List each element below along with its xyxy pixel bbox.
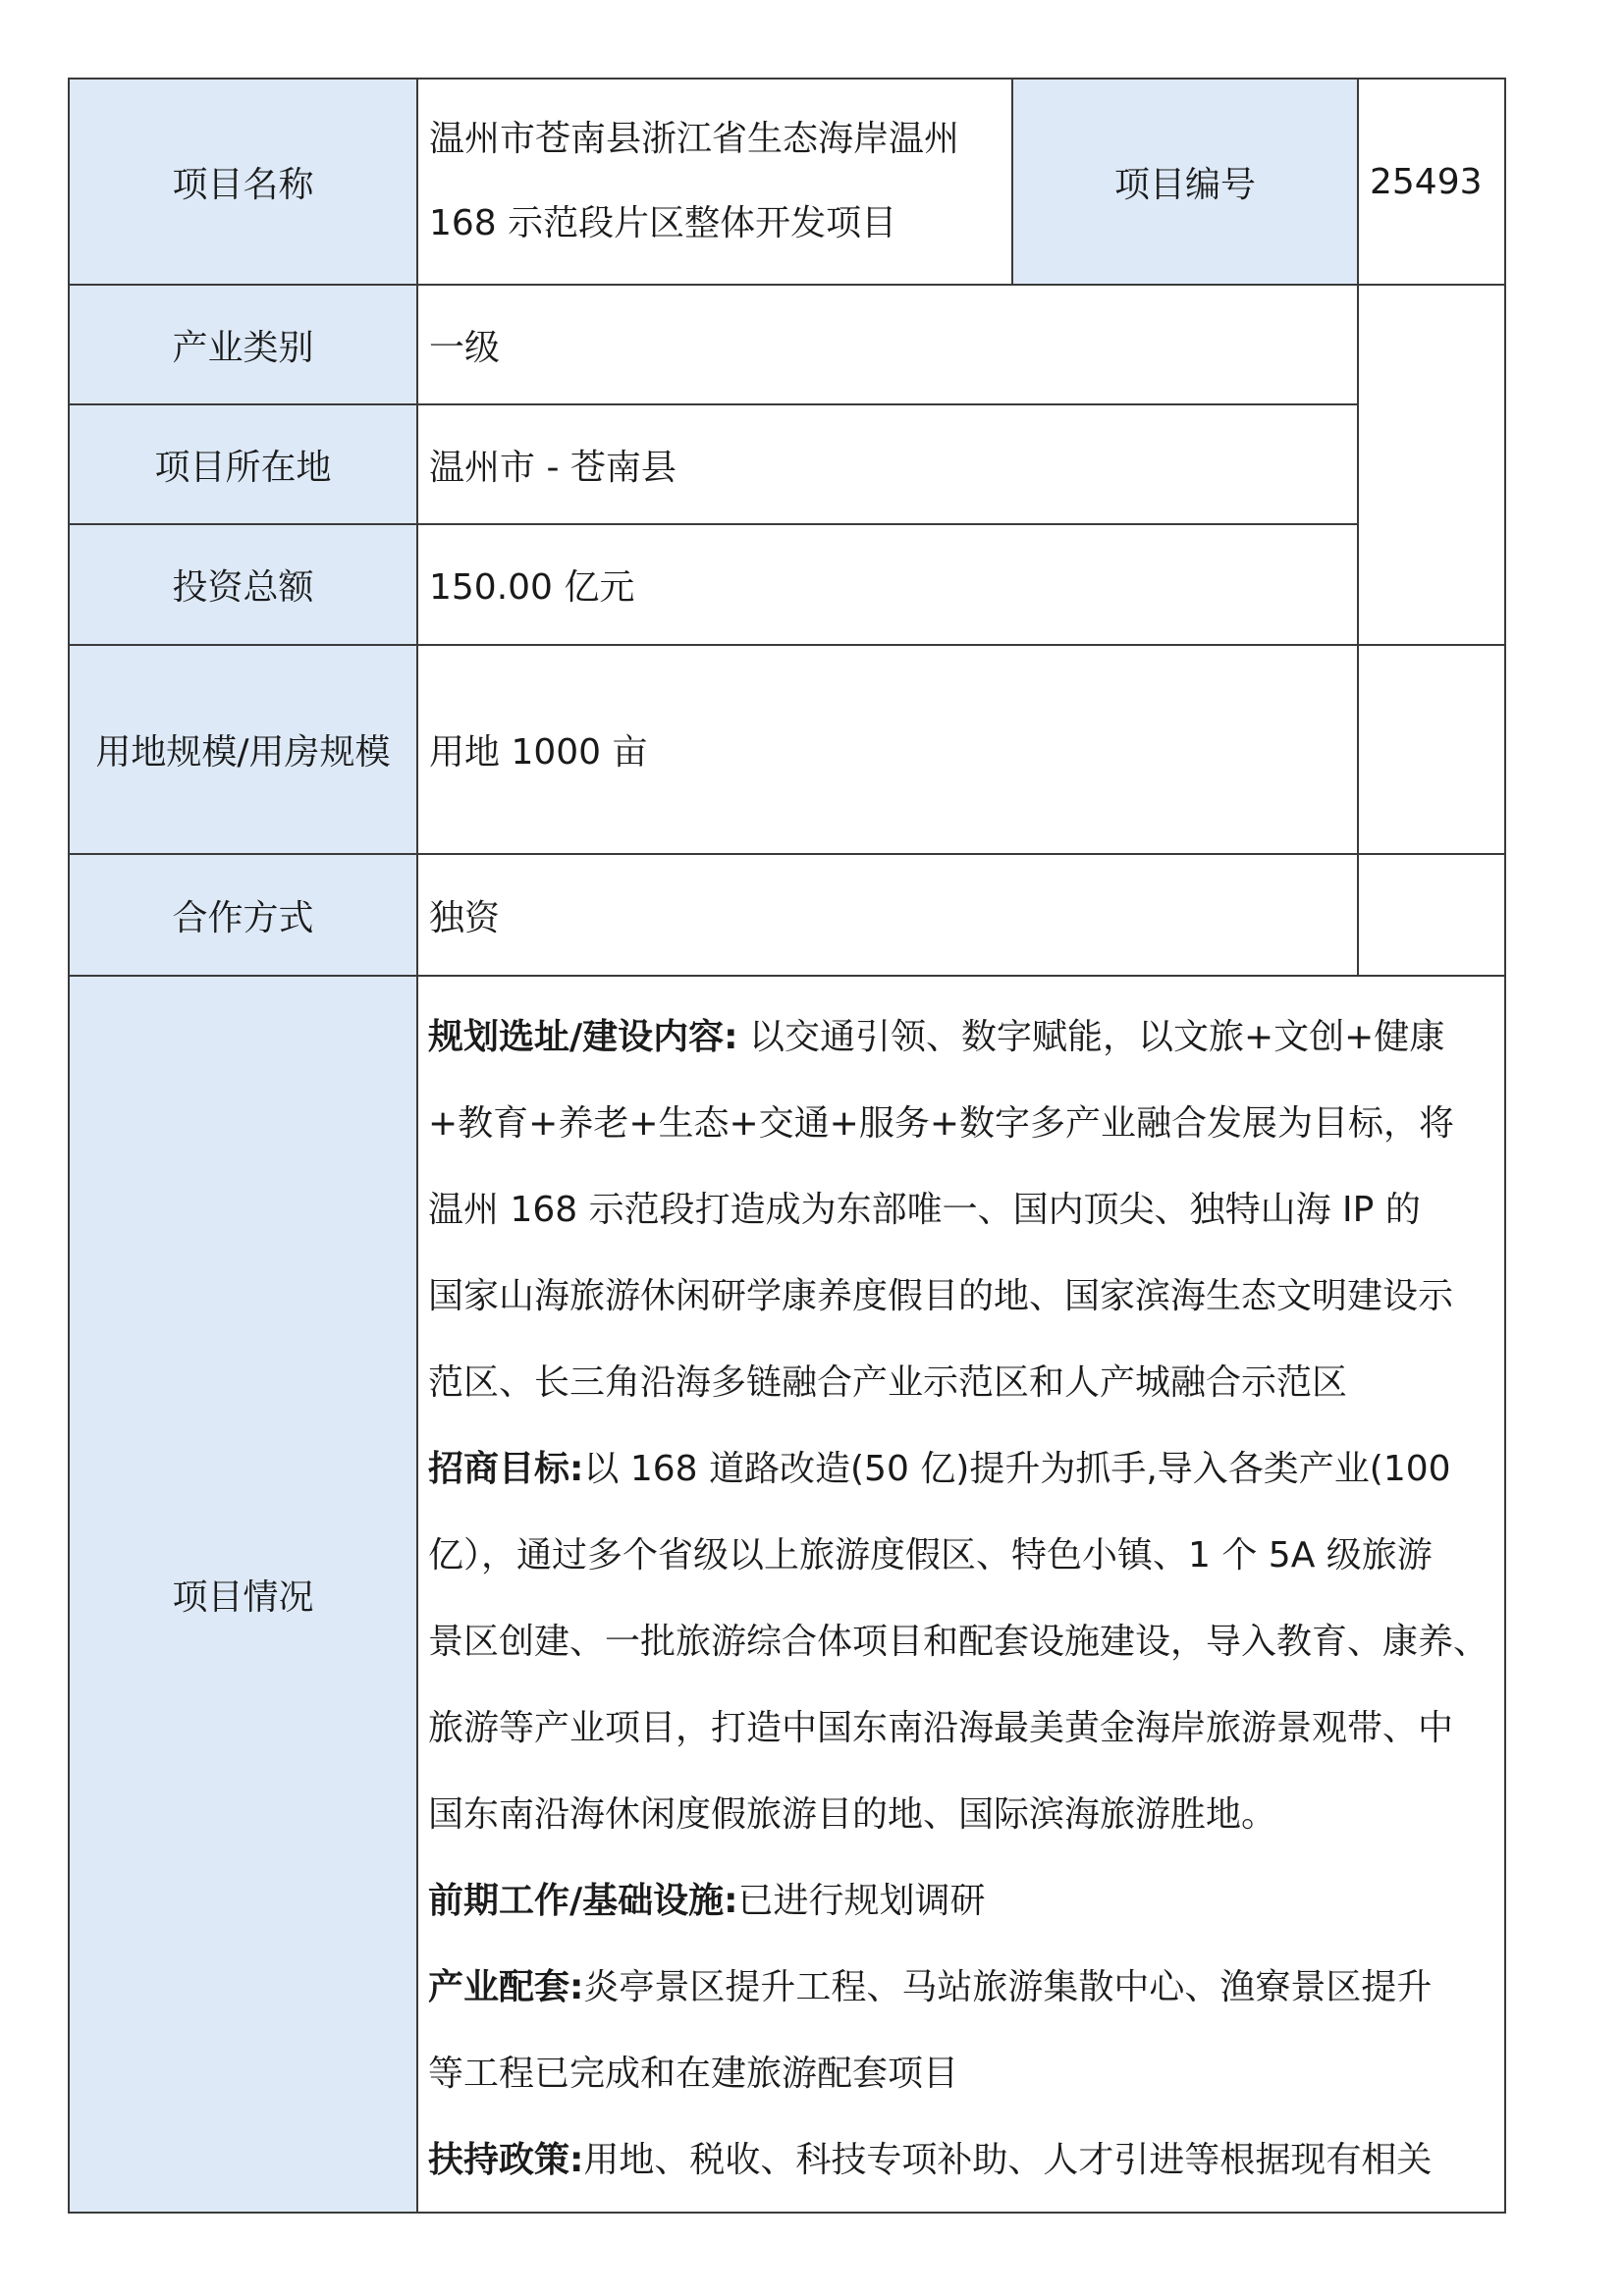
grid-line xyxy=(68,78,70,2214)
target-paragraph xyxy=(428,1426,1498,1858)
target-line-5: 国东南沿海休闲度假旅游目的地、国际滨海旅游胜地。 xyxy=(428,1794,1277,1835)
investment-value: 150.00 亿元 xyxy=(417,524,1358,645)
project-name-line-1: 温州市苍南县浙江省生态海岸温州 xyxy=(429,119,960,159)
planning-line-3: 温州 168 示范段打造成为东部唯一、国内顶尖、独特山海 IP 的 xyxy=(428,1190,1421,1230)
investment-label: 投资总额 xyxy=(69,524,417,645)
grid-line xyxy=(69,403,1358,405)
grid-line xyxy=(1504,78,1506,2214)
land-scale-label: 用地规模/用房规模 xyxy=(69,645,417,854)
grid-line xyxy=(69,284,1506,286)
target-line-1 xyxy=(428,1426,1498,1513)
policy-text: 用地、税收、科技专项补助、人才引进等根据现有相关 xyxy=(583,2140,1433,2180)
target-line-2: 亿），通过多个省级以上旅游度假区、特色小镇、1 个 5A 级旅游 xyxy=(428,1535,1433,1575)
industry-support-line-1 xyxy=(428,1945,1498,2031)
project-name-line-2: 168 示范段片区整体开发项目 xyxy=(429,203,897,243)
grid-line xyxy=(69,2212,1506,2214)
planning-line-2: +教育+养老+生态+交通+服务+数字多产业融合发展为目标，将 xyxy=(428,1103,1454,1144)
grid-line xyxy=(69,975,1506,977)
situation-label: 项目情况 xyxy=(69,976,417,2213)
project-number-value: 25493 xyxy=(1358,79,1505,285)
industry-value: 一级 xyxy=(417,285,1358,404)
land-scale-value: 用地 1000 亩 xyxy=(417,645,1358,854)
target-heading: 招商目标: xyxy=(428,1449,584,1489)
industry-support-line-2: 等工程已完成和在建旅游配套项目 xyxy=(428,2054,959,2094)
prework-heading: 前期工作/基础设施: xyxy=(428,1881,738,1921)
cooperation-value: 独资 xyxy=(417,854,1358,976)
grid-line xyxy=(1011,78,1013,286)
target-line-4: 旅游等产业项目，打造中国东南沿海最美黄金海岸旅游景观带、中 xyxy=(428,1708,1454,1748)
policy-line xyxy=(428,2117,1498,2204)
prework-line xyxy=(428,1858,1498,1945)
project-name-label: 项目名称 xyxy=(69,79,417,285)
cooperation-label: 合作方式 xyxy=(69,854,417,976)
planning-heading: 规划选址/建设内容: xyxy=(428,1017,738,1057)
grid-line xyxy=(69,644,1506,646)
project-name-value xyxy=(417,79,1012,285)
target-line-3: 景区创建、一批旅游综合体项目和配套设施建设，导入教育、康养、 xyxy=(428,1622,1489,1662)
policy-paragraph xyxy=(428,2117,1498,2204)
location-value: 温州市 - 苍南县 xyxy=(417,404,1358,524)
industry-support-line-1-text: 炎亭景区提升工程、马站旅游集散中心、渔寮景区提升 xyxy=(583,1967,1433,2007)
planning-paragraph xyxy=(428,994,1498,1426)
planning-line-5: 范区、长三角沿海多链融合产业示范区和人产城融合示范区 xyxy=(428,1362,1348,1403)
target-line-1-text: 以 168 道路改造(50 亿)提升为抓手,导入各类产业(100 xyxy=(583,1449,1451,1489)
industry-support-heading: 产业配套: xyxy=(428,1967,584,2007)
grid-line xyxy=(416,78,418,2214)
grid-line xyxy=(69,78,1506,80)
policy-heading: 扶持政策: xyxy=(428,2140,584,2180)
industry-label: 产业类别 xyxy=(69,285,417,404)
planning-line-1-text: 以交通引领、数字赋能，以文旅+文创+健康 xyxy=(737,1017,1445,1057)
industry-support-paragraph xyxy=(428,1945,1498,2117)
location-label: 项目所在地 xyxy=(69,404,417,524)
planning-line-4: 国家山海旅游休闲研学康养度假目的地、国家滨海生态文明建设示 xyxy=(428,1276,1454,1316)
grid-line xyxy=(69,853,1506,855)
prework-text: 已进行规划调研 xyxy=(737,1881,986,1921)
project-number-label: 项目编号 xyxy=(1012,79,1358,285)
grid-line xyxy=(1357,78,1359,977)
prework-paragraph xyxy=(428,1858,1498,1945)
planning-line-1 xyxy=(428,994,1498,1081)
grid-line xyxy=(69,523,1358,525)
